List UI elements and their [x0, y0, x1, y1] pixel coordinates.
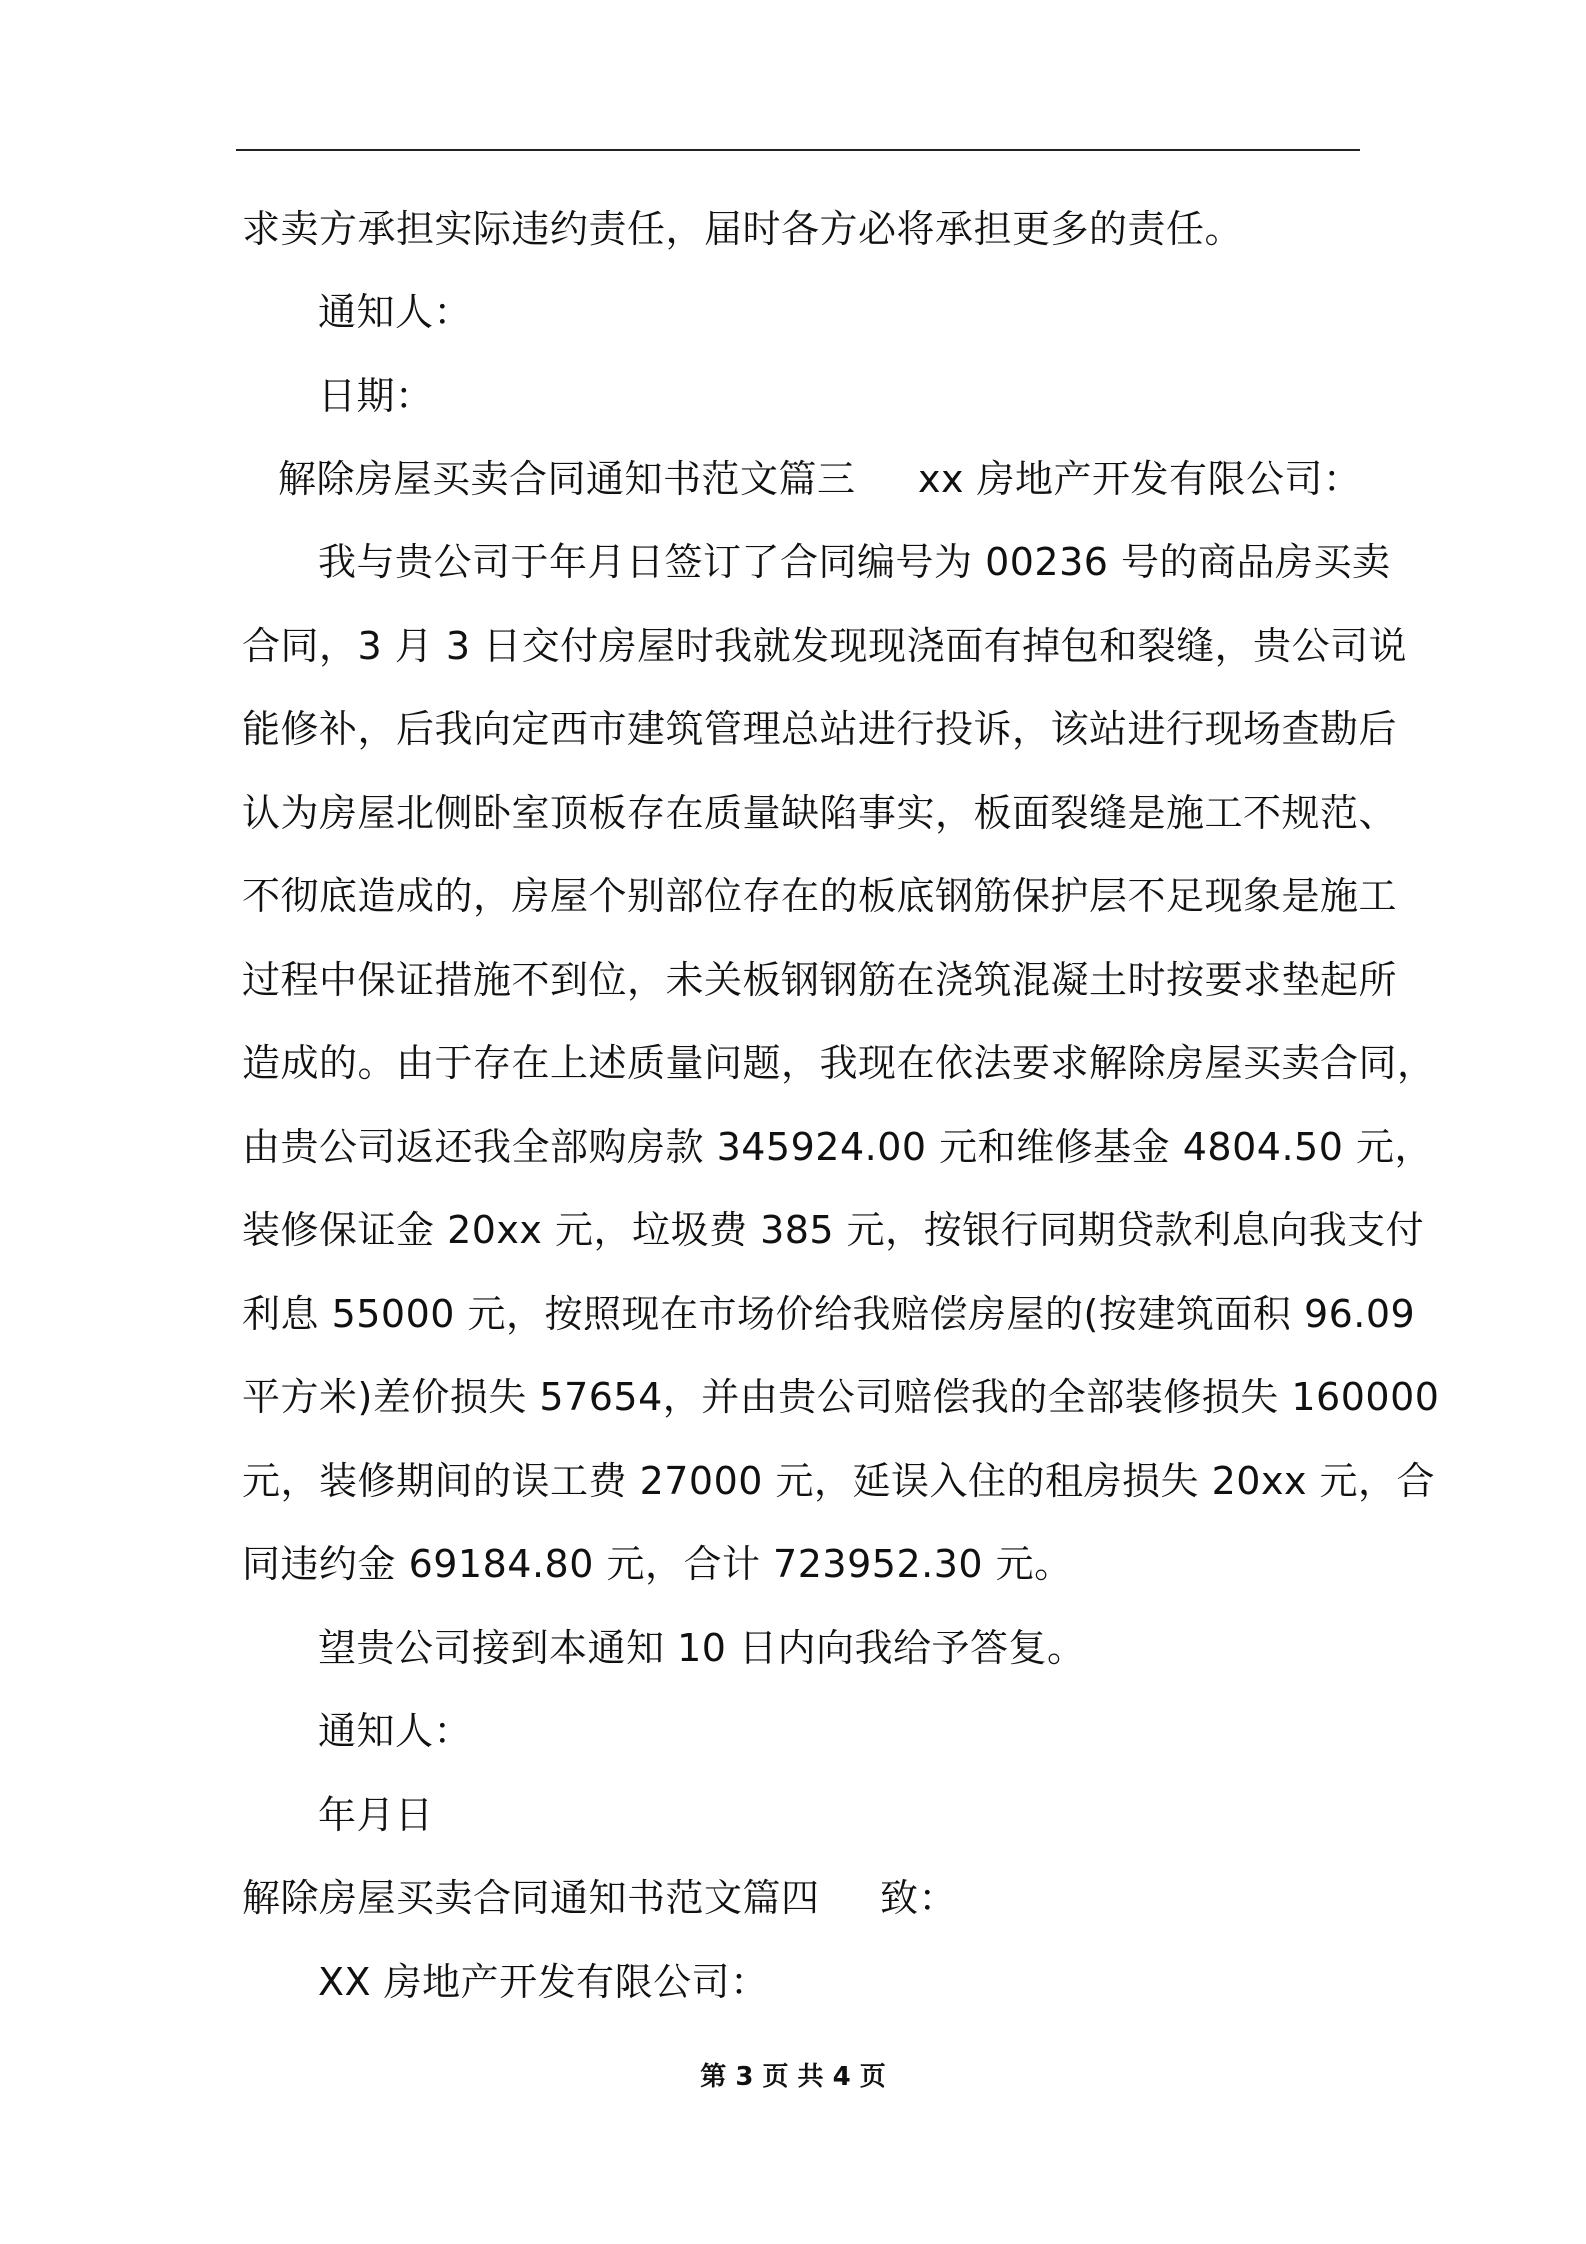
paragraph-line: 装修保证金 20xx 元，垃圾费 385 元，按银行同期贷款利息向我支付 — [242, 1208, 1425, 1252]
page-number: 第 3 页 共 4 页 — [700, 2062, 886, 2092]
to-label: 致： — [880, 1876, 958, 1920]
paragraph-line: 过程中保证措施不到位，未关板钢钢筋在浇筑混凝土时按要求垫起所 — [242, 958, 1398, 1002]
date-label: 年月日 — [318, 1793, 434, 1837]
paragraph-line: 求卖方承担实际违约责任，届时各方必将承担更多的责任。 — [242, 207, 1244, 251]
header-rule — [236, 149, 1360, 151]
notifier-label: 通知人： — [318, 1709, 473, 1753]
notifier-label: 通知人： — [318, 290, 473, 334]
date-label: 日期： — [318, 374, 434, 418]
paragraph-line: 我与贵公司于年月日签订了合同编号为 00236 号的商品房买卖 — [318, 540, 1391, 584]
section-title-four: 解除房屋买卖合同通知书范文篇四 — [242, 1876, 820, 1920]
paragraph-line: 由贵公司返还我全部购房款 345924.00 元和维修基金 4804.50 元， — [242, 1125, 1433, 1169]
reply-request-line: 望贵公司接到本通知 10 日内向我给予答复。 — [318, 1626, 1086, 1670]
addressee-line: XX 房地产开发有限公司： — [318, 1960, 769, 2004]
paragraph-line: 不彻底造成的，房屋个别部位存在的板底钢筋保护层不足现象是施工 — [242, 874, 1398, 918]
section-title-three: 解除房屋买卖合同通知书范文篇三 — [278, 457, 856, 501]
paragraph-line: 平方米)差价损失 57654，并由贵公司赔偿我的全部装修损失 160000 — [242, 1375, 1440, 1419]
paragraph-line: 能修补，后我向定西市建筑管理总站进行投诉，该站进行现场查勘后 — [242, 707, 1398, 751]
paragraph-line: 同违约金 69184.80 元，合计 723952.30 元。 — [242, 1542, 1073, 1586]
paragraph-line: 造成的。由于存在上述质量问题，我现在依法要求解除房屋买卖合同， — [242, 1041, 1436, 1085]
addressee-line: xx 房地产开发有限公司： — [918, 457, 1362, 501]
paragraph-line: 利息 55000 元，按照现在市场价给我赔偿房屋的(按建筑面积 96.09 — [242, 1292, 1416, 1336]
paragraph-line: 合同，3 月 3 日交付房屋时我就发现现浇面有掉包和裂缝，贵公司说 — [242, 624, 1408, 668]
paragraph-line: 元，装修期间的误工费 27000 元，延误入住的租房损失 20xx 元，合 — [242, 1459, 1436, 1503]
paragraph-line: 认为房屋北侧卧室顶板存在质量缺陷事实，板面裂缝是施工不规范、 — [242, 791, 1398, 835]
